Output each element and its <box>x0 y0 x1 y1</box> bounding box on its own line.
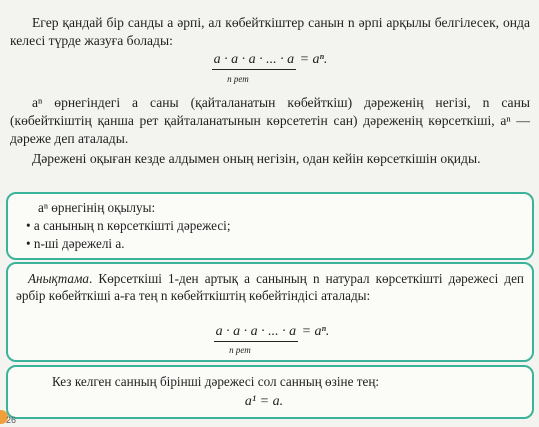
reading-box-title: aⁿ өрнегінің оқылуы: <box>38 200 156 215</box>
terms-paragraph <box>10 94 530 148</box>
terms-text: aⁿ өрнегіндегі a саны (қайталанатын көбейткіш) дәреженің негізі, n саны (көбейткіштің қанша рет қайталанатынын көрсететін сан) дәреженің көрсеткіші, aⁿ — дәреже деп аталады. <box>10 95 530 146</box>
definition-formula <box>2 324 539 342</box>
product-expression: a · a · a · ... · a <box>212 52 297 70</box>
definition-term: Анықтама <box>28 271 89 286</box>
reading-order-text: Дәрежені оқыған кезде алдымен оның негізін, одан кейін көрсеткішін оқиды. <box>32 151 481 166</box>
definition-text: . Көрсеткіші 1-ден артық a санының n натурал көрсеткішті дәрежесі деп әрбір көбейткіші a-ға тең n көбейткіштің көбейтіндісі аталады: <box>16 271 524 303</box>
definition-product: a · a · a · ... · a <box>214 324 299 342</box>
repeat-count-label: n рет <box>227 74 249 84</box>
page-number: 26 <box>6 415 17 425</box>
reading-order-paragraph <box>10 150 530 168</box>
definition-paragraph <box>16 270 524 304</box>
intro-paragraph <box>10 14 530 50</box>
power-result: = aⁿ. <box>299 52 328 67</box>
first-power-text: Кез келген санның бірінші дәрежесі сол санның өзіне тең: <box>52 374 380 389</box>
reading-bullet-1: • a санының n көрсеткішті дәрежесі; <box>26 218 231 233</box>
first-power-formula: a¹ = a. <box>244 394 284 409</box>
first-power-box <box>6 365 534 419</box>
definition-box <box>6 262 534 362</box>
definition-repeat-label: n рет <box>229 345 251 355</box>
reading-bullet-2: • n-ші дәрежелі a. <box>26 236 125 251</box>
definition-power-result: = aⁿ. <box>301 324 330 339</box>
reading-box <box>6 192 534 260</box>
power-formula <box>0 52 539 70</box>
intro-text: Егер қандай бір санды a әрпі, ал көбейткіштер санын n әрпі арқылы белгілесек, онда келесі түрде жазуға болады: <box>10 15 530 48</box>
